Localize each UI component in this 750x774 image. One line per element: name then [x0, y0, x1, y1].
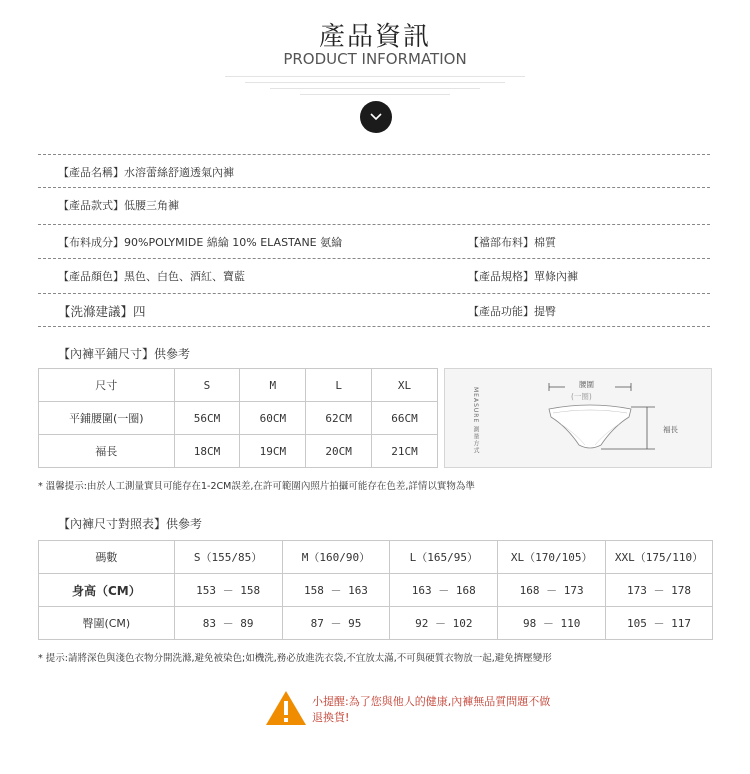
product-crotch: 【襠部布料】棉質 — [468, 235, 556, 249]
measure-diagram — [444, 368, 712, 468]
table-cell: 19CM — [240, 435, 306, 468]
table-cell: 66CM — [372, 402, 438, 435]
table-cell: 163 － 168 — [390, 574, 498, 607]
product-style: 【產品款式】低腰三角褲 — [58, 198, 179, 212]
table-cell: 臀圍(CM) — [39, 607, 175, 640]
product-spec: 【產品規格】單條內褲 — [468, 269, 578, 283]
waist-label: 腰圍 — [579, 380, 594, 389]
table-header-cell: S（155/85） — [174, 541, 282, 574]
length-label: 褔長 — [663, 425, 678, 434]
divider — [38, 326, 710, 327]
table-header-cell: M（160/90） — [282, 541, 390, 574]
table-cell: 62CM — [306, 402, 372, 435]
table-header-cell: XL（170/105） — [498, 541, 606, 574]
product-fabric: 【布料成分】90%POLYMIDE 綿綸 10% ELASTANE 氨綸 — [58, 235, 343, 249]
table-row — [39, 435, 438, 468]
table-header-cell: L（165/95） — [390, 541, 498, 574]
table-row — [39, 574, 713, 607]
decor-line — [245, 82, 505, 83]
table-cell: 105 － 117 — [606, 607, 713, 640]
product-wash: 【洗滌建議】四 — [58, 303, 146, 319]
table-cell: 168 － 173 — [498, 574, 606, 607]
table-header-cell: 尺寸 — [39, 369, 175, 402]
decor-line — [270, 88, 480, 89]
table-cell: 158 － 163 — [282, 574, 390, 607]
measure-label: MEASURE 測量方式 — [472, 387, 479, 455]
table-cell: 18CM — [174, 435, 240, 468]
size-chart-note: * 提示:請將深色與淺色衣物分開洗滌,避免被染色;如機洗,務必放進洗衣袋,不宜放太滿,不可與硬質衣物放一起,避免擠壓變形 — [38, 653, 552, 664]
table-header-cell: S — [174, 369, 240, 402]
size-chart-table — [38, 540, 713, 640]
table-cell: 60CM — [240, 402, 306, 435]
table-row — [39, 369, 438, 402]
table-header-cell: XL — [372, 369, 438, 402]
table-cell: 56CM — [174, 402, 240, 435]
table-header-cell: M — [240, 369, 306, 402]
info-row — [38, 293, 710, 327]
table-cell: 平鋪腰圍(一圈) — [39, 402, 175, 435]
page-subtitle: PRODUCT INFORMATION — [283, 50, 467, 68]
table-cell: 褔長 — [39, 435, 175, 468]
size-chart-title: 【內褲尺寸對照表】供參考 — [58, 517, 203, 531]
waist-sub-label: (一圈) — [571, 392, 592, 401]
table-cell: 83 － 89 — [174, 607, 282, 640]
info-row — [38, 224, 710, 258]
size-flat-note: * 溫馨提示:由於人工測量實貝可能存在1-2CM誤差,在許可範圍內照片拍攝可能存在色差,詳情以實物為準 — [38, 481, 475, 492]
product-function: 【產品功能】提臀 — [468, 304, 556, 318]
table-row — [39, 402, 438, 435]
size-flat-title: 【內褲平鋪尺寸】供參考 — [58, 347, 191, 361]
table-row — [39, 607, 713, 640]
info-row — [38, 154, 710, 188]
table-cell: 173 － 178 — [606, 574, 713, 607]
page-title: 產品資訊 — [318, 22, 431, 52]
table-header-cell: XXL（175/110） — [606, 541, 713, 574]
product-color: 【產品顏色】黑色、白色、酒紅、寶藍 — [58, 269, 245, 283]
table-row — [39, 541, 713, 574]
info-row — [38, 187, 710, 221]
table-cell: 21CM — [372, 435, 438, 468]
warning-icon — [265, 690, 307, 730]
size-flat-table — [38, 368, 438, 468]
table-cell: 身高（CM） — [39, 574, 175, 607]
table-cell: 98 － 110 — [498, 607, 606, 640]
product-name: 【產品名稱】水溶蕾絲舒適透氣內褲 — [58, 165, 234, 179]
table-header-cell: 碼數 — [39, 541, 175, 574]
warning-text: 小提醒:為了您與他人的健康,內褲無品質問題不做退換貨! — [312, 695, 551, 724]
table-cell: 20CM — [306, 435, 372, 468]
chevron-down-icon[interactable] — [360, 101, 392, 133]
info-row — [38, 258, 710, 292]
table-cell: 87 － 95 — [282, 607, 390, 640]
decor-line — [225, 76, 525, 77]
table-cell: 153 － 158 — [174, 574, 282, 607]
table-cell: 92 － 102 — [390, 607, 498, 640]
decor-line — [300, 94, 450, 95]
table-header-cell: L — [306, 369, 372, 402]
